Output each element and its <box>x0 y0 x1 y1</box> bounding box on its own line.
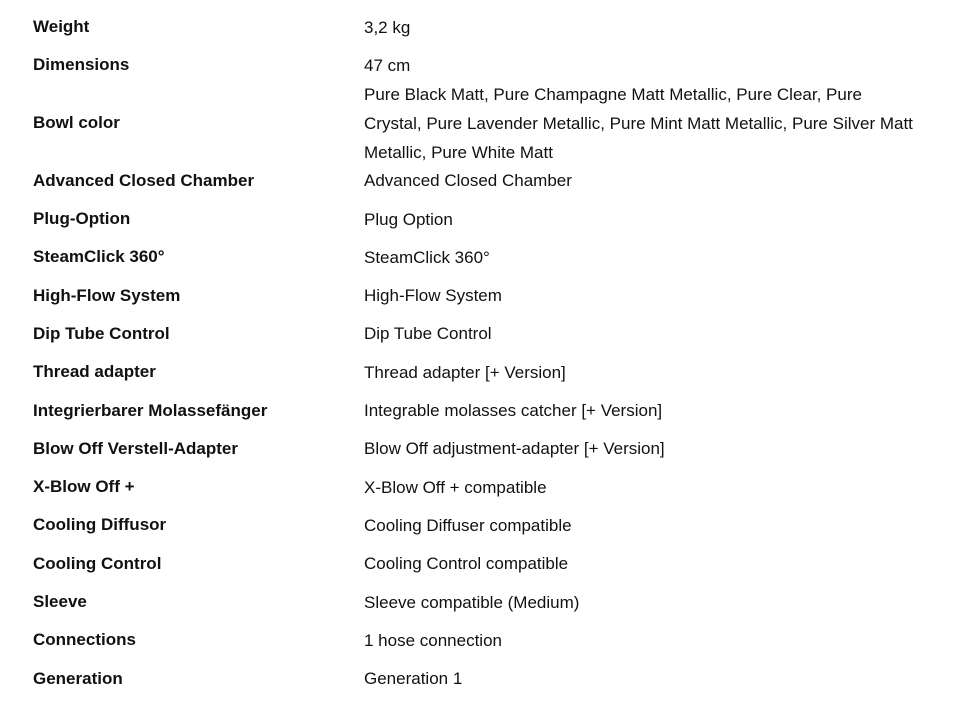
spec-row-molasses-catcher <box>33 391 933 429</box>
spec-value: Generation 1 <box>364 669 463 689</box>
spec-label: Sleeve <box>33 592 87 611</box>
spec-value: 3,2 kg <box>364 17 411 37</box>
spec-label: Dimensions <box>33 55 130 75</box>
spec-row-dip-tube <box>33 315 933 353</box>
spec-value: Dip Tube Control <box>364 324 492 344</box>
spec-value: Cooling Control compatible <box>364 554 569 574</box>
spec-row-plug-option <box>33 200 933 238</box>
spec-label: Dip Tube Control <box>33 323 170 343</box>
spec-value: Blow Off adjustment-adapter [+ Version] <box>364 439 665 459</box>
spec-row-steamclick <box>33 238 933 276</box>
spec-label: Bowl color <box>33 113 120 133</box>
spec-value: SteamClick 360° <box>364 247 490 267</box>
spec-row-advanced-closed-chamber <box>33 162 933 200</box>
spec-value: 1 hose connection <box>364 630 502 650</box>
spec-label: High-Flow System <box>33 285 181 305</box>
spec-value: Thread adapter [+ Version] <box>364 362 566 382</box>
spec-row-weight <box>33 8 933 46</box>
spec-label: Integrierbarer Molassefänger <box>33 400 268 420</box>
spec-value: High-Flow System <box>364 286 502 306</box>
spec-label: X-Blow Off + <box>33 477 135 497</box>
spec-label: Thread adapter <box>33 362 156 382</box>
spec-table <box>33 8 933 698</box>
spec-row-x-blow-off <box>33 468 933 506</box>
spec-value: Pure Black Matt, Pure Champagne Matt Metallic, Pure Clear, Pure Crystal, Pure Lavender Metallic, Pure Mint Matt Metallic, Pure Silver Matt Metallic, Pure White Matt <box>364 84 913 162</box>
spec-label: SteamClick 360° <box>33 247 165 267</box>
spec-label: Plug-Option <box>33 209 131 229</box>
spec-value: Integrable molasses catcher [+ Version] <box>364 401 663 421</box>
spec-row-connections <box>33 621 933 659</box>
spec-label: Cooling Control <box>33 553 162 573</box>
spec-row-blow-off-adapter <box>33 430 933 468</box>
spec-value: Advanced Closed Chamber <box>364 171 572 191</box>
spec-label: Advanced Closed Chamber <box>33 170 255 190</box>
spec-row-cooling-diffusor <box>33 506 933 544</box>
spec-label: Generation <box>33 668 123 688</box>
spec-label: Weight <box>33 17 90 37</box>
spec-label: Connections <box>33 630 136 650</box>
spec-label: Blow Off Verstell-Adapter <box>33 438 238 458</box>
spec-row-sleeve <box>33 583 933 621</box>
spec-row-cooling-control <box>33 545 933 583</box>
spec-row-high-flow <box>33 276 933 314</box>
spec-row-generation <box>33 659 933 697</box>
spec-label: Cooling Diffusor <box>33 515 167 535</box>
spec-row-thread-adapter <box>33 353 933 391</box>
spec-row-bowl-color <box>33 80 933 167</box>
spec-value: Cooling Diffuser compatible <box>364 515 572 535</box>
spec-value: Sleeve compatible (Medium) <box>364 592 580 612</box>
spec-value: Plug Option <box>364 209 453 229</box>
spec-value: X-Blow Off + compatible <box>364 477 547 497</box>
spec-value: 47 cm <box>364 55 411 75</box>
